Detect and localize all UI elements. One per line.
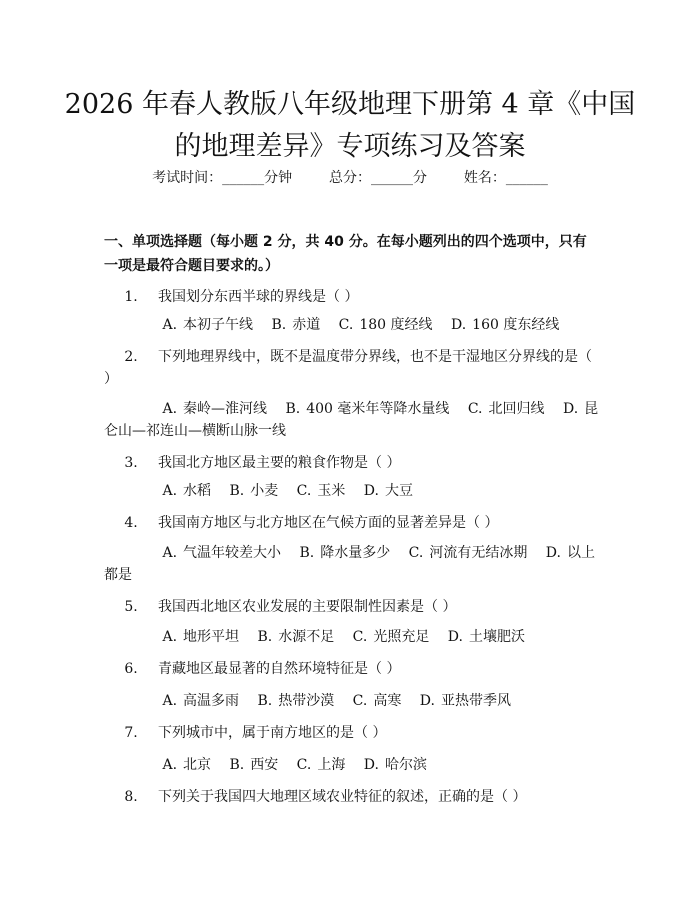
section-heading: 一、单项选择题（每小题 2 分，共 40 分。在每小题列出的四个选项中，只有一项是最符合题目要求的。） [104, 234, 587, 274]
time-label: 考试时间： [152, 170, 223, 186]
question-text: 我国划分东西半球的界线是（ ） [158, 289, 359, 305]
option-c: C. 上海 [296, 757, 346, 773]
option-c: C. 光照充足 [352, 629, 430, 645]
question-3 [104, 452, 600, 474]
time-unit: 分钟 [264, 170, 293, 186]
question-text: 下列关于我国四大地理区域农业特征的叙述，正确的是（ ） [158, 789, 527, 805]
score-label: 总分： [329, 170, 371, 186]
question-1 [104, 286, 600, 308]
name-label: 姓名： [463, 170, 506, 186]
option-d: D. 160 度东经线 [450, 317, 560, 333]
exam-info-line [0, 168, 700, 188]
option-c: C. 玉米 [296, 483, 346, 499]
question-7 [104, 722, 600, 744]
document-title: 2026 年春人教版八年级地理下册第 4 章《中国的地理差异》专项练习及答案 [64, 89, 636, 162]
question-text: 下列地理界线中，既不是温度带分界线，也不是干湿地区分界线的是（ ） [104, 349, 592, 387]
option-b: B. 水源不足 [257, 629, 335, 645]
option-d: D. 亚热带季风 [419, 693, 511, 709]
question-4-options [104, 542, 600, 586]
option-d: D. 以上都是 [104, 545, 595, 583]
option-c: C. 高寒 [352, 693, 402, 709]
question-text: 青藏地区最显著的自然环境特征是（ ） [158, 661, 401, 677]
question-number: 7. [124, 725, 138, 741]
question-number: 1. [124, 289, 138, 305]
option-d: D. 大豆 [363, 483, 413, 499]
option-a: A. 气温年较差大小 [162, 545, 282, 561]
option-b: B. 西安 [229, 757, 279, 773]
time-blank: ______ [222, 170, 265, 186]
question-2-options [104, 398, 600, 442]
option-d: D. 哈尔滨 [363, 757, 427, 773]
score-unit: 分 [413, 170, 427, 186]
question-number: 6. [124, 661, 138, 677]
question-6-options [104, 690, 600, 712]
question-5-options [104, 626, 600, 648]
question-5 [104, 596, 600, 618]
option-b: B. 小麦 [229, 483, 279, 499]
option-b: B. 降水量多少 [299, 545, 391, 561]
option-a: A. 水稻 [162, 483, 212, 499]
question-number: 4. [124, 515, 138, 531]
option-c: C. 180 度经线 [338, 317, 433, 333]
option-b: B. 赤道 [271, 317, 321, 333]
question-2 [104, 346, 600, 390]
question-4 [104, 512, 600, 534]
question-text: 下列城市中，属于南方地区的是（ ） [158, 725, 387, 741]
question-text: 我国南方地区与北方地区在气候方面的显著差异是（ ） [158, 515, 499, 531]
question-number: 8. [124, 789, 138, 805]
question-number: 2. [124, 349, 138, 365]
option-a: A. 高温多雨 [162, 693, 240, 709]
question-1-options [104, 314, 600, 336]
question-3-options [104, 480, 600, 502]
option-a: A. 地形平坦 [162, 629, 240, 645]
option-a: A. 秦岭—淮河线 [162, 401, 268, 417]
name-blank: ______ [505, 170, 548, 186]
option-d: D. 昆仑山—祁连山—横断山脉一线 [104, 401, 599, 439]
option-c: C. 北回归线 [467, 401, 545, 417]
question-6 [104, 658, 600, 680]
option-c: C. 河流有无结冰期 [408, 545, 528, 561]
question-8 [104, 786, 600, 808]
option-b: B. 400 毫米年等降水量线 [285, 401, 450, 417]
option-b: B. 热带沙漠 [257, 693, 335, 709]
option-a: A. 北京 [162, 757, 212, 773]
question-number: 3. [124, 455, 138, 471]
question-text: 我国西北地区农业发展的主要限制性因素是（ ） [158, 599, 457, 615]
option-a: A. 本初子午线 [162, 317, 254, 333]
score-blank: ______ [371, 170, 413, 186]
question-7-options [104, 754, 600, 776]
question-number: 5. [124, 599, 138, 615]
question-text: 我国北方地区最主要的粮食作物是（ ） [158, 455, 401, 471]
option-d: D. 土壤肥沃 [447, 629, 525, 645]
